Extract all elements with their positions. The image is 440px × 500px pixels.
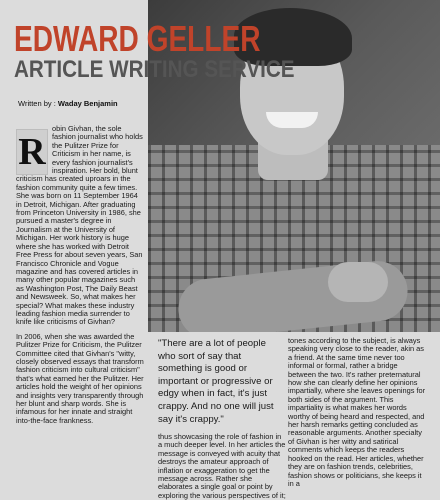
article-paragraph: tones according to the subject, is always speaking very close to the reader, akin as a friend. At the same time never too informal or formal, rather a bridge between the two. It's rather preternatural how she can clearly define her opinions impartially, where she leaves openings for both sides of the argument. This impartiality is what makes her words worthy of being heard and respected, and her harsh remarks getting concluded as reasonable arguments. Another specialty of Givhan is her witty and satirical comments which keeps the readers hooked on the read. Her articles, whether they are on fashion trends, celebrities, fashion shows or politicians, she keeps it in a [288, 336, 426, 488]
byline-prefix: Written by : [18, 99, 56, 108]
article-paragraph: In 2006, when she was awarded the Pulitzer Prize for Criticism, the Pulitzer Committee cited that Givhan's "witty, closely observed essays that transform fashion criticism into cultural criticism" that's what earned her the Pulitzer. Her articles hold the weight of her opinions and insights very transparently through her blunt and sharp words. She is infamous for her innate and straight into-the-face frankness. [16, 331, 144, 425]
article-paragraph: obin Givhan, the sole fashion journalist who holds the Pulitzer Prize for Criticism in her name, is every fashion journalist's inspiration. Her bold, blunt criticism has created uproars in the fashion community quite a few times. She was born on 11 September 1964 in Detroit, Michigan. After graduating from Princeton University in 1986, she pursued a master's degree in Journalism at the University of Michigan. Her work history is huge where she has worked with Detroit Free Press for about seven years, San Francisco Chronicle and Vogue magazine and has covered articles in many other popular magazines such as Washington Post, The Daily Beast and Newsweek. So, what makes her special? What makes these industry leading fashion media surrender to knife like criticisms of Givhan? [16, 124, 143, 327]
article-column-2 [158, 433, 286, 500]
article-column-3 [288, 337, 426, 494]
article-paragraph: thus showcasing the role of fashion in a much deeper level. In her articles the message is conveyed with acuity that destroys the amateur approach of inflation or exaggeration to get the message across. Rather she elaborates a single goal or point by exploring the various perspectives of it; [158, 432, 286, 500]
dropcap: R [16, 129, 48, 175]
pull-quote: "There are a lot of people who sort of say that something is good or important or progressive or edgy when in fact, it's just crappy. And no one will just say it's crappy." [158, 338, 274, 425]
byline-author: Waday Benjamin [57, 99, 118, 108]
article-column-1 [16, 125, 144, 431]
page-subtitle: ARTICLE WRITING SERVICE [14, 56, 295, 83]
page-title: EDWARD GELLER [14, 18, 261, 59]
byline [18, 99, 118, 108]
